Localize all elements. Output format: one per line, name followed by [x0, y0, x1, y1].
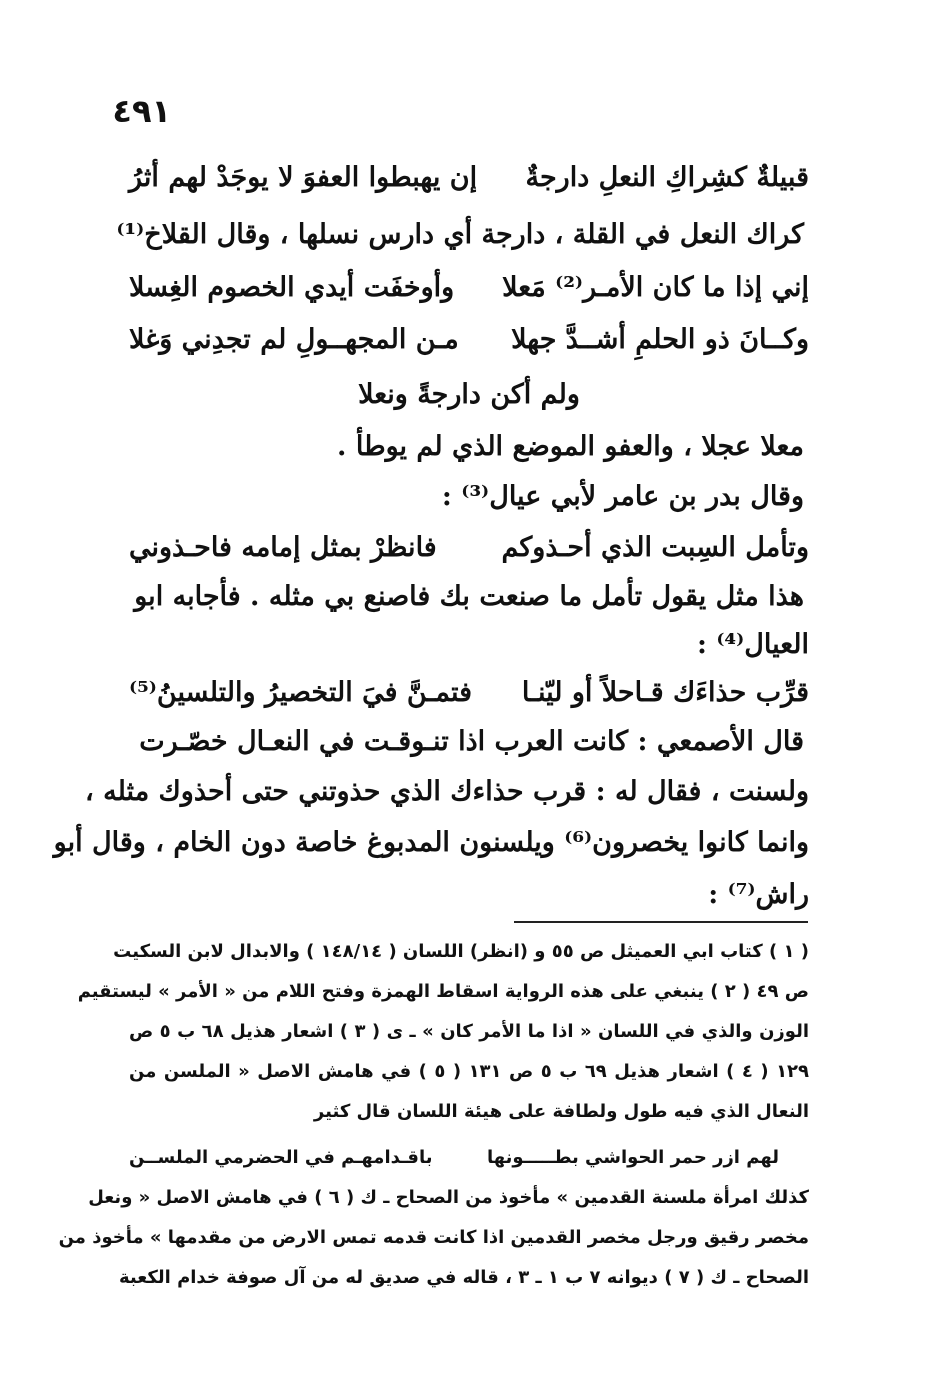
footnote-line-1: ( ١ ) كتاب ابي العميثل ص ٥٥ و (انظر) اللسان ( ١٤٨/١٤ ) والابدال لابن السكيت — [113, 941, 809, 962]
verse-hemistich-left: مـن المجهــولِ لم تجدِني وَغلا — [129, 324, 459, 355]
verse-hemistich-left: فتمـنَّ فيَ التخصيرُ والتلسينُ⁽⁵⁾ — [129, 677, 473, 708]
verse-hemistich-right: إني إذا ما كان الأمـر⁽²⁾ مَعلا — [502, 272, 809, 303]
verse-hemistich-right: وتأمل السِبت الذي أحـذوكم — [501, 532, 809, 563]
verse-line-1 — [129, 158, 809, 198]
verse-hemistich-left: إن يهبطوا العفوَ لا يوجَدْ لهم أثرُ — [129, 162, 478, 193]
text-line-9: هذا مثل يقول تأمل ما صنعت بك فاصنع بي مثله . فأجابه ابو — [134, 581, 804, 612]
footnote-line-7: مخصر رقيق ورجل مخصر القدمين اذا كانت قدمه تمس الارض من مقدمها » مأخوذ من — [58, 1227, 809, 1248]
page-number: ٤٩١ — [112, 92, 171, 130]
verse-hemistich-left: فانظرْ بمثل إمامه فاحـذوني — [129, 532, 437, 563]
text-line-15: راش⁽⁷⁾ : — [708, 879, 809, 910]
text-line-14: وانما كانوا يخصرون⁽⁶⁾ ويلسنون المدبوغ خاصة دون الخام ، وقال أبو — [53, 827, 809, 858]
text-line-2: كراك النعل في القلة ، دارجة أي دارس نسلها ، وقال القلاخ⁽¹⁾ — [116, 219, 804, 250]
text-line-10: العيال⁽⁴⁾ : — [696, 629, 809, 660]
footnote-separator — [514, 921, 808, 923]
footnote-line-3: الوزن والذي في اللسان « اذا ما الأمر كان » ـ ى ( ٣ ) اشعار هذيل ٦٨ ب ٥ ص — [129, 1021, 810, 1042]
footnote-line-2: ص ٤٩ ( ٢ ) ينبغي على هذه الرواية اسقاط الهمزة وفتح اللام من « الأمر » ليستقيم — [77, 981, 809, 1002]
verse-line-5: ولم أكن دارجةً ونعلا — [358, 379, 580, 410]
footnote-line-5: النعال الذي فيه طول ولطافة على هيئة اللسان قال كثير — [313, 1101, 809, 1122]
verse-line-11 — [129, 673, 809, 713]
footnote-line-8: الصحاح ـ ك ( ٧ ) ديوانه ٧ ب ١ ـ ٣ ، قاله في صديق له من آل صوفة خدام الكعبة — [118, 1267, 809, 1288]
footnote-line-4: ١٢٩ ( ٤ ) اشعار هذيل ٦٩ ب ٥ ص ١٣١ ( ٥ ) في هامش الاصل « الملسن من — [129, 1061, 810, 1082]
text-line-12: قال الأصمعي : كانت العرب اذا تنـوقـت في النعـال خصّـرت — [139, 726, 804, 757]
text-line-7: وقال بدر بن عامر لأبي عيال⁽³⁾ : — [441, 481, 804, 512]
verse-hemistich-right: قبيلةٌ كشِراكِ النعلِ دارجةٌ — [525, 162, 809, 193]
footnote-verse — [129, 1143, 779, 1173]
verse-hemistich-right: وكــانَ ذو الحلمِ أشــدَّ جهلا — [511, 324, 809, 355]
footnote-verse-right: لهم ازر حمر الحواشي بطـــــونها — [487, 1147, 779, 1168]
verse-hemistich-left: وأوخفَت أيدي الخصوم الغِسلا — [129, 272, 455, 303]
footnote-line-6: كذلك امرأة ملسنة القدمين » مأخوذ من الصحاح ـ ك ( ٦ ) في هامش الاصل « ونعل — [88, 1187, 809, 1208]
verse-hemistich-right: قرِّب حذاءَك قـاحلاً أو ليّنـا — [521, 677, 809, 708]
verse-line-4 — [129, 320, 809, 360]
footnote-verse-left: باقـدامهـم في الحضرمي الملســن — [129, 1147, 433, 1168]
text-line-13: ولسنت ، فقال له : قرب حذاءك الذي حذوتني حتى أحذوك مثله ، — [85, 776, 809, 807]
verse-line-3 — [129, 268, 809, 308]
text-line-6: معلا عجلا ، والعفو الموضع الذي لم يوطأ . — [337, 431, 804, 462]
verse-line-8 — [129, 528, 809, 568]
